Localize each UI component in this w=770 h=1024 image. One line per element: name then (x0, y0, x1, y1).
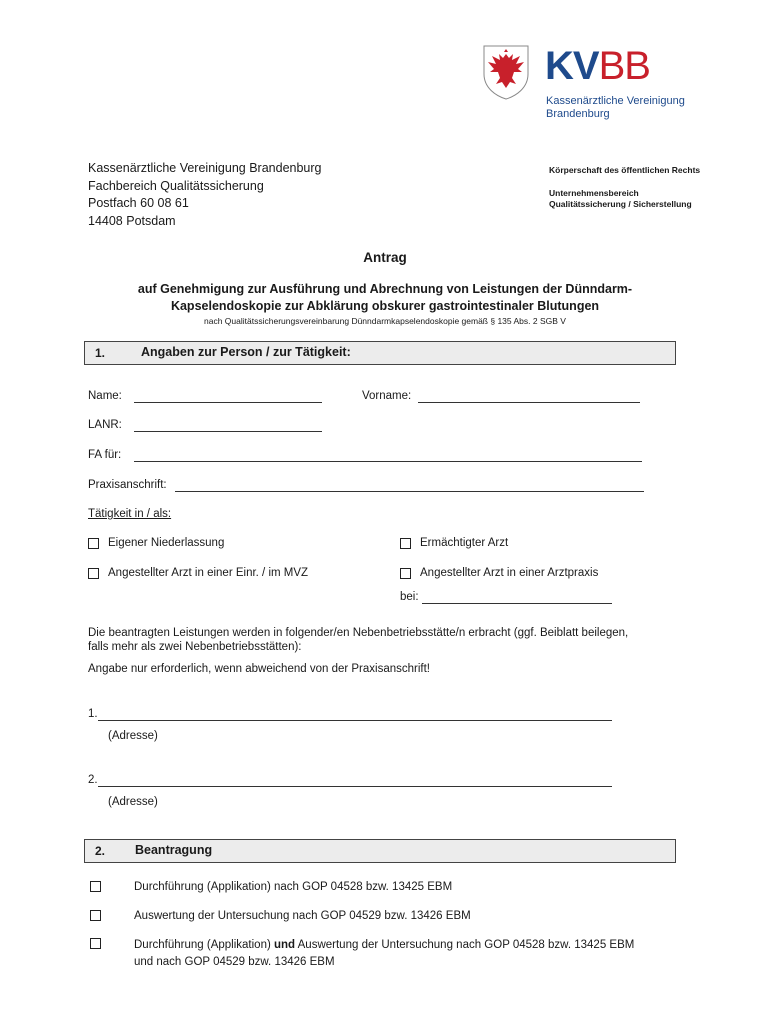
section2-header (84, 839, 676, 863)
section1-number: 1. (95, 346, 106, 360)
ermaechtigter-arzt-checkbox[interactable] (400, 538, 411, 549)
name-label: Name: (88, 390, 122, 402)
angestellter-mvz-label: Angestellter Arzt in einer Einr. / im MVZ (108, 567, 309, 579)
angestellter-mvz-checkbox[interactable] (88, 568, 99, 579)
address1-number: 1. (88, 708, 98, 720)
recipient-address (88, 160, 322, 230)
auswertung-label: Auswertung der Untersuchung nach GOP 04529 bzw. 13426 EBM (134, 910, 471, 922)
bei-label: bei: (400, 591, 419, 603)
recipient-line3: Postfach 60 08 61 (88, 196, 189, 210)
eigene-niederlassung-label: Eigener Niederlassung (108, 537, 225, 549)
name-field[interactable] (134, 402, 322, 403)
auswertung-checkbox[interactable] (90, 910, 101, 921)
fa-label: FA für: (88, 449, 122, 461)
sender-info-line3: Qualitätssicherung / Sicherstellung (549, 199, 692, 209)
nebenbetrieb-text-line2: falls mehr als zwei Nebenbetriebsstätten): (88, 641, 302, 653)
logo-bb: BB (598, 44, 650, 88)
address1-caption: (Adresse) (108, 730, 158, 742)
praxisanschrift-field[interactable] (175, 491, 644, 492)
section1-title: Angaben zur Person / zur Tätigkeit: (141, 345, 351, 359)
bei-field[interactable] (422, 603, 612, 604)
logo-subtitle-line2: Brandenburg (546, 108, 610, 120)
recipient-line2: Fachbereich Qualitätssicherung (88, 178, 264, 193)
fa-field[interactable] (134, 461, 642, 462)
sender-info-line2: Unternehmensbereich (549, 188, 639, 198)
applikation-und-auswertung-label-line2: und nach GOP 04529 bzw. 13426 EBM (134, 956, 335, 968)
applikation-und-auswertung-checkbox[interactable] (90, 938, 101, 949)
applikation-checkbox[interactable] (90, 881, 101, 892)
ermaechtigter-arzt-label: Ermächtigter Arzt (420, 537, 509, 549)
angabe-hinweis: Angabe nur erforderlich, wenn abweichend von der Praxisanschrift! (88, 663, 430, 675)
form-title: Antrag (363, 250, 407, 265)
lanr-label: LANR: (88, 419, 122, 431)
taetigkeit-label: Tätigkeit in / als: (88, 508, 172, 520)
address2-field[interactable] (98, 786, 612, 787)
applikation-und-auswertung-label (134, 938, 634, 953)
praxisanschrift-label: Praxisanschrift: (88, 479, 167, 491)
recipient-line1: Kassenärztliche Vereinigung Brandenburg (88, 161, 322, 175)
eigene-niederlassung-checkbox[interactable] (88, 538, 99, 549)
sender-info-line1: Körperschaft des öffentlichen Rechts (549, 165, 701, 175)
lanr-field[interactable] (134, 431, 322, 432)
recipient-line4: 14408 Potsdam (88, 213, 176, 228)
vorname-label: Vorname: (362, 390, 412, 402)
form-subtitle-line2: Kapselendoskopie zur Abklärung obskurer gastrointestinaler Blutungen (170, 299, 600, 313)
form-legal-note: nach Qualitätssicherungsvereinbarung Dünndarmkapselendoskopie gemäß § 135 Abs. 2 SGB V (204, 316, 566, 326)
address1-field[interactable] (98, 720, 612, 721)
brandenburg-eagle-crest-icon (482, 44, 530, 100)
opt3-part-c: Auswertung der Untersuchung nach GOP 04528 bzw. 13425 EBM (295, 939, 635, 951)
angestellter-arztpraxis-label: Angestellter Arzt in einer Arztpraxis (420, 567, 599, 579)
section2-title: Beantragung (135, 843, 213, 857)
opt3-part-a: Durchführung (Applikation) (134, 939, 274, 951)
form-subtitle-line1: auf Genehmigung zur Ausführung und Abrechnung von Leistungen der Dünndarm- (137, 282, 633, 296)
vorname-field[interactable] (418, 402, 640, 403)
logo-subtitle-line1: Kassenärztliche Vereinigung (546, 95, 685, 107)
logo-kv: KV (545, 44, 599, 88)
nebenbetrieb-text-line1: Die beantragten Leistungen werden in folgender/en Nebenbetriebsstätte/n erbracht (ggf. Beiblatt beilegen, (88, 627, 629, 639)
address2-caption: (Adresse) (108, 796, 158, 808)
opt3-part-bold: und (274, 939, 296, 951)
section1-header (84, 341, 676, 365)
angestellter-arztpraxis-checkbox[interactable] (400, 568, 411, 579)
logo-wordmark (545, 44, 650, 88)
applikation-label: Durchführung (Applikation) nach GOP 04528 bzw. 13425 EBM (134, 881, 453, 893)
address2-number: 2. (88, 774, 98, 786)
section2-number: 2. (95, 844, 106, 858)
